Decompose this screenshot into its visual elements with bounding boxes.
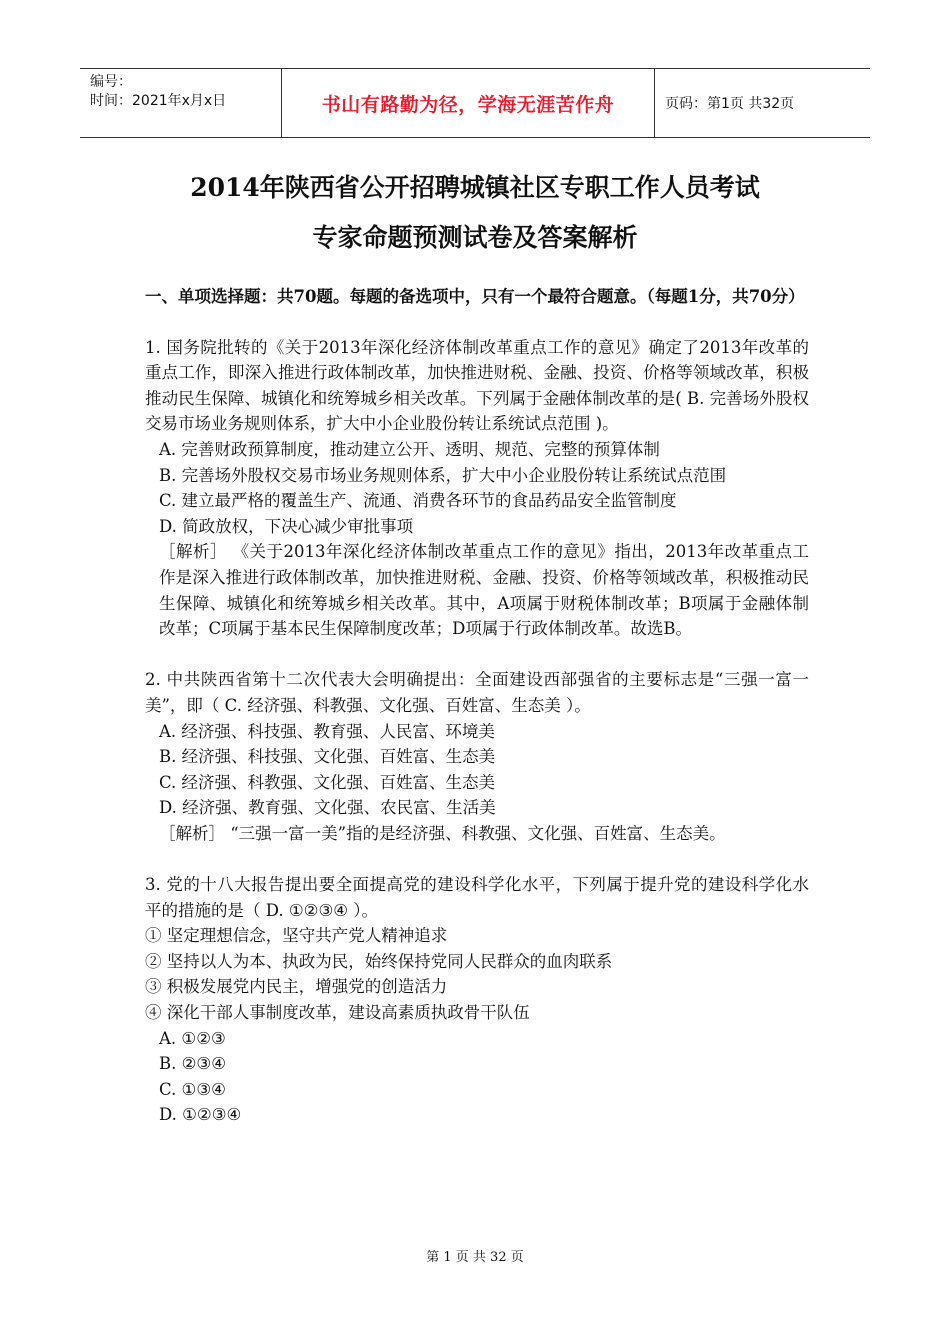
option-a: A. 完善财政预算制度，推动建立公开、透明、规范、完整的预算体制: [159, 439, 660, 459]
option-b: B. 经济强、科技强、文化强、百姓富、生态美: [159, 747, 496, 767]
header-page-info: 页码：第1页 共32页: [665, 96, 795, 112]
header-meta: [80, 69, 282, 137]
page-header: [80, 68, 870, 138]
question-text: 3. 党的十八大报告提出要全面提高党的建设科学化水平，下列属于提升党的建设科学化水平的措施的是（ D. ①②③④ ）。: [145, 875, 809, 920]
section-heading: 一、单项选择题：共70题。每题的备选项中，只有一个最符合题意。（每题1分，共70分）: [145, 287, 805, 306]
document-body: [145, 284, 809, 1128]
question-1: [145, 335, 809, 642]
question-explanation: ［解析］ 《关于2013年深化经济体制改革重点工作的意见》指出，2013年改革重点工作是深入推进行政体制改革，加快推进财税、金融、投资、价格等领域改革，积极推动民生保障、城镇化和统筹城乡相关改革。其中，A项属于财税体制改革；B项属于金融体制改革；C项属于基本民生保障制度改革；D项属于行政体制改革。故选B。: [159, 542, 809, 639]
spacer: [145, 846, 809, 872]
statement-2: ② 坚持以人为本、执政为民，始终保持党同人民群众的血肉联系: [145, 951, 613, 971]
option-c: C. 经济强、科教强、文化强、百姓富、生态美: [159, 772, 496, 792]
option-c: C. ①③④: [159, 1079, 226, 1099]
option-b: B. ②③④: [159, 1054, 226, 1074]
header-motto: 书山有路勤为径，学海无涯苦作舟: [282, 69, 655, 137]
option-c: C. 建立最严格的覆盖生产、流通、消费各环节的食品药品安全监管制度: [159, 491, 677, 511]
statement-4: ④ 深化干部人事制度改革，建设高素质执政骨干队伍: [145, 1003, 530, 1023]
statement-1: ① 坚定理想信念，坚守共产党人精神追求: [145, 926, 448, 946]
document-title-line1: 2014年陕西省公开招聘城镇社区专职工作人员考试: [190, 173, 760, 202]
option-b: B. 完善场外股权交易市场业务规则体系，扩大中小企业股份转让系统试点范围: [159, 465, 727, 485]
question-2: [145, 667, 809, 846]
document-title-line2: 专家命题预测试卷及答案解析: [312, 223, 638, 252]
time-label: 时间：2021年x月x日: [90, 93, 227, 109]
question-3: [145, 872, 809, 1128]
option-d: D. 简政放权，下决心减少审批事项: [159, 516, 414, 536]
page-footer: 第 1 页 共 32 页: [426, 1250, 524, 1265]
question-explanation: ［解析］ “三强一富一美”指的是经济强、科教强、文化强、百姓富、生态美。: [159, 823, 726, 843]
option-d: D. 经济强、教育强、文化强、农民富、生活美: [159, 798, 496, 818]
question-text: 1. 国务院批转的《关于2013年深化经济体制改革重点工作的意见》确定了2013年改革的重点工作，即深入推进行政体制改革，加快推进财税、金融、投资、价格等领域改革，积极推动民生保障、城镇化和统筹城乡相关改革。下列属于金融体制改革的是( B. 完善场外股权交易市场业务规则体系，扩大中小企业股份转让系统试点范围 )。: [145, 337, 809, 434]
option-a: A. ①②③: [159, 1028, 226, 1048]
question-text: 2. 中共陕西省第十二次代表大会明确提出：全面建设西部强省的主要标志是“三强一富一美”，即（ C. 经济强、科教强、文化强、百姓富、生态美 ）。: [145, 670, 809, 715]
spacer: [145, 642, 809, 668]
number-label: 编号：: [90, 74, 132, 90]
option-d: D. ①②③④: [159, 1105, 242, 1125]
option-a: A. 经济强、科技强、教育强、人民富、环境美: [159, 721, 495, 741]
statement-3: ③ 积极发展党内民主，增强党的创造活力: [145, 977, 448, 997]
